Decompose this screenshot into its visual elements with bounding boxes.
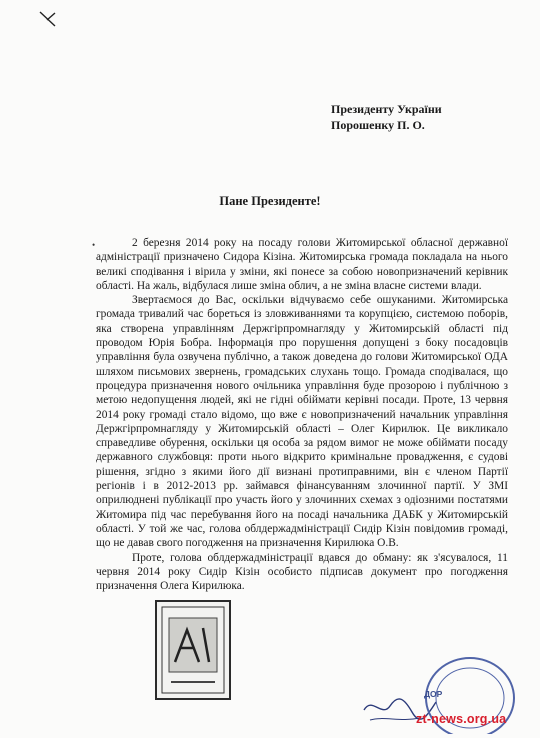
paragraph-1: 2 березня 2014 року на посаду голови Житомирської обласної державної адміністрації призначено Сидора Кізіна. Житомирська громада покладала на нього великі сподівання і вірила у зміни, які понесе за собою новопризначений керівник області. На жаль, відбулася лише зміна облич, а не зміна власне системи влади.: [96, 237, 508, 292]
paragraph-3: Проте, голова облдержадміністрації вдався до обману: як з'ясувалося, 11 червня 2014 року Сидір Кізін особисто підписав документ про погодження призначення Олега Кирилюка.: [96, 551, 508, 593]
margin-mark-icon: •: [92, 240, 96, 250]
stamp-word: ДОР: [424, 689, 443, 699]
letter-body: [96, 236, 508, 593]
addressee-line-1: Президенту України: [331, 102, 442, 116]
paragraph-2: Звертаємося до Вас, оскільки відчуваємо себе ошуканими. Житомирська громада тривалий час бореться із зловживаннями та корупцією, системою поборів, яка створена управлінням Держгірпромнагляду у Житомирській області під проводом Юрія Бобра. Інформація про порушення допущені з боку посадовців управління була озвучена публічно, а також доведена до голови Житомирської ОДА шляхом письмових звернень, громадських слухань тощо. Громада сподівалася, що процедура призначення нового очільника управління буде прозорою і публічною з метою недопущення людей, які не гідні обіймати керівні посади. Проте, 13 червня 2014 року громаді стало відомо, що вже є новопризначений начальник управління Держгірпромнагляду у Житомирській області – Олег Кирилюк. Це викликало справедливе обурення, оскільки ця особа за рядом вимог не може обіймати посаду державного службовця: проти нього відкрито кримінальне провадження, є судові рішення, згідно з якими його дії визнані протиправними, він є членом Партії регіонів і в 2012-2013 рр. займався фінансуванням злочинної партії. У ЗМІ оприлюднені публікації про участь його у злочинних схемах з одіозними постатями Житомира під час перебування його на посаді начальника ДАБК у Житомирській області. У той же час, голова облдержадміністрації Сидір Кізін повідомив громаді, що не давав свого погодження на призначення Кирилюка О.В.: [96, 294, 508, 550]
addressee-line-2: Порошенку П. О.: [331, 118, 425, 132]
salutation: Пане Президенте!: [219, 194, 321, 208]
watermark-text: zt-news.org.ua: [416, 712, 507, 726]
square-stamp-image: [155, 600, 231, 700]
addressee-block: [331, 101, 531, 133]
corner-mark-icon: [38, 10, 58, 28]
